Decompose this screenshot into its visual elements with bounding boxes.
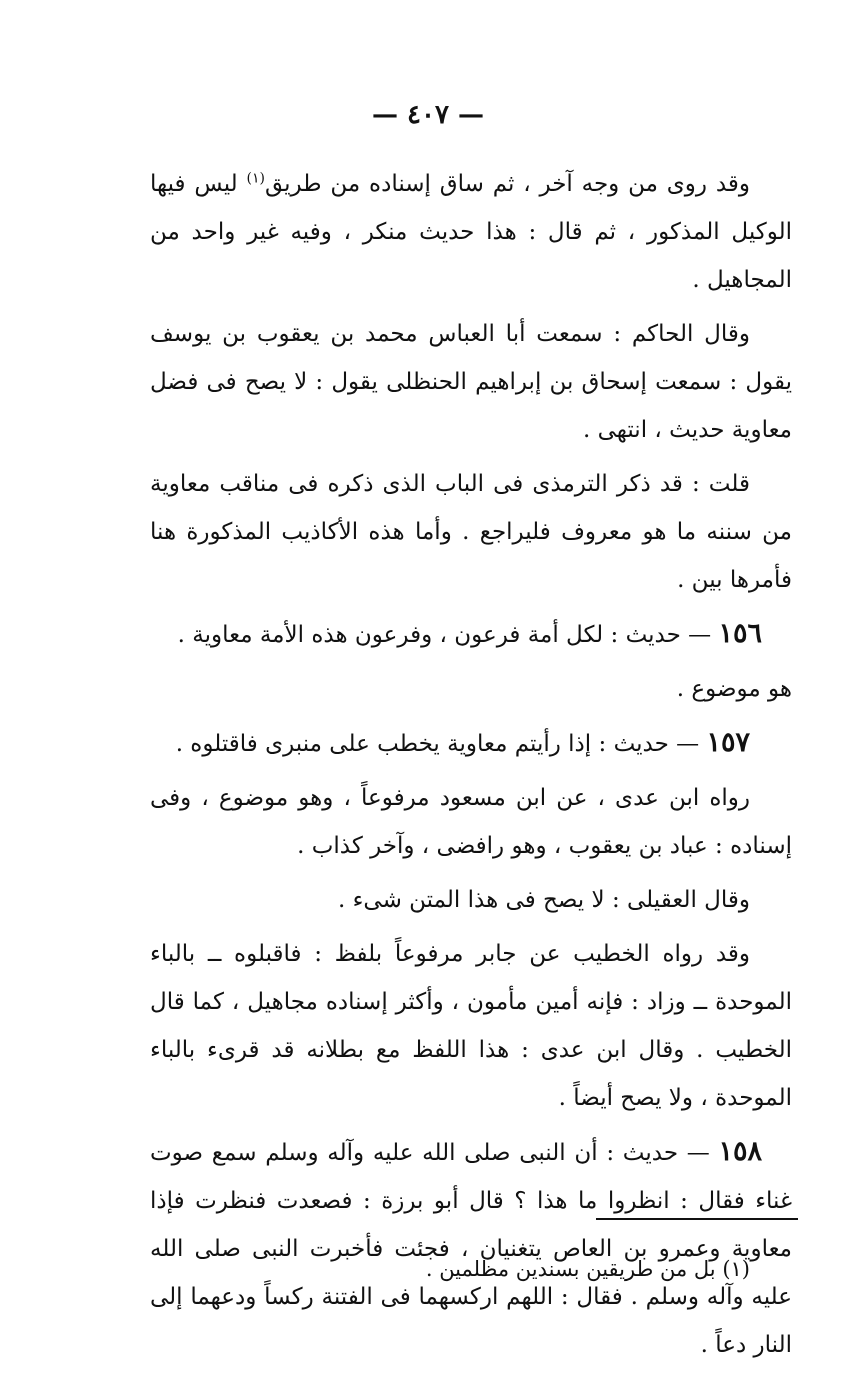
paragraph-2: وقال الحاكم : سمعت أبا العباس محمد بن يعقوب بن يوسف يقول : سمعت إسحاق بن إبراهيم الحنظلى يقول : لا يصح فى فضل معاوية حديث ، انتهى . bbox=[150, 321, 792, 443]
hadith-156-heading bbox=[150, 610, 792, 659]
paragraph-1-text: وقد روى من وجه آخر ، ثم ساق إسناده من طريق bbox=[264, 171, 750, 197]
hadith-156-text: لكل أمة فرعون ، وفرعون هذه الأمة معاوية . bbox=[177, 622, 604, 648]
paragraph-1-continuation: ليس فيها الوكيل المذكور ، ثم قال : هذا حديث منكر ، وفيه غير واحد من المجاهيل . bbox=[150, 171, 792, 293]
hadith-156-verdict: هو موضوع . bbox=[676, 676, 792, 702]
hadith-156-label: — حديث : bbox=[603, 622, 719, 648]
hadith-158 bbox=[150, 1128, 792, 1369]
footnote bbox=[150, 1252, 750, 1286]
page-number: — ٤٠٧ — bbox=[371, 100, 485, 130]
hadith-158-text: أن النبى صلى الله عليه وآله وسلم سمع صوت غناء فقال : انظروا ما هذا ؟ قال أبو برزة : فصعدت فنظرت فإذا معاوية وعمرو بن العاص يتغنيان ، فجئت فأخبرت النبى صلى الله عليه وآله وسلم . فقال : اللهم اركسهما فى الفتنة ركساً ودعهما إلى النار دعاً . bbox=[150, 1140, 792, 1358]
hadith-157-commentary-2: وقال العقيلى : لا يصح فى هذا المتن شىء . bbox=[337, 887, 750, 913]
hadith-157-number: ١٥٧ bbox=[706, 727, 750, 758]
hadith-157-heading bbox=[150, 719, 792, 768]
footnote-number: (١) bbox=[722, 1257, 750, 1281]
hadith-158-number: ١٥٨ bbox=[718, 1136, 762, 1167]
paragraph-3: قلت : قد ذكر الترمذى فى الباب الذى ذكره فى مناقب معاوية من سننه ما هو معروف فليراجع . وأما هذه الأكاذيب المذكورة هنا فأمرها بين . bbox=[150, 471, 792, 593]
footnote-ref[interactable]: (١) bbox=[246, 170, 265, 187]
hadith-156-number: ١٥٦ bbox=[718, 618, 762, 649]
hadith-158-label: — حديث : bbox=[597, 1140, 719, 1166]
hadith-157-label: — حديث : bbox=[591, 731, 707, 757]
footnote-separator bbox=[596, 1218, 798, 1220]
paragraph-1 bbox=[150, 160, 792, 304]
hadith-157-commentary-3: وقد رواه الخطيب عن جابر مرفوعاً بلفظ : فاقبلوه ــ بالباء الموحدة ــ وزاد : فإنه أمين مأمون ، وأكثر إسناده مجاهيل ، كما قال الخطيب . وقال ابن عدى : هذا اللفظ مع بطلانه قد قرىء بالباء الموحدة ، ولا يصح أيضاً . bbox=[150, 941, 792, 1111]
hadith-157-text: إذا رأيتم معاوية يخطب على منبرى فاقتلوه . bbox=[175, 731, 592, 757]
footnote-text: بل من طريقين بسندين مظلمين . bbox=[425, 1257, 723, 1281]
page-body bbox=[150, 160, 792, 1375]
hadith-157-commentary-1: رواه ابن عدى ، عن ابن مسعود مرفوعاً ، وهو موضوع ، وفى إسناده : عباد بن يعقوب ، وهو رافضى ، وآخر كذاب . bbox=[150, 785, 792, 859]
